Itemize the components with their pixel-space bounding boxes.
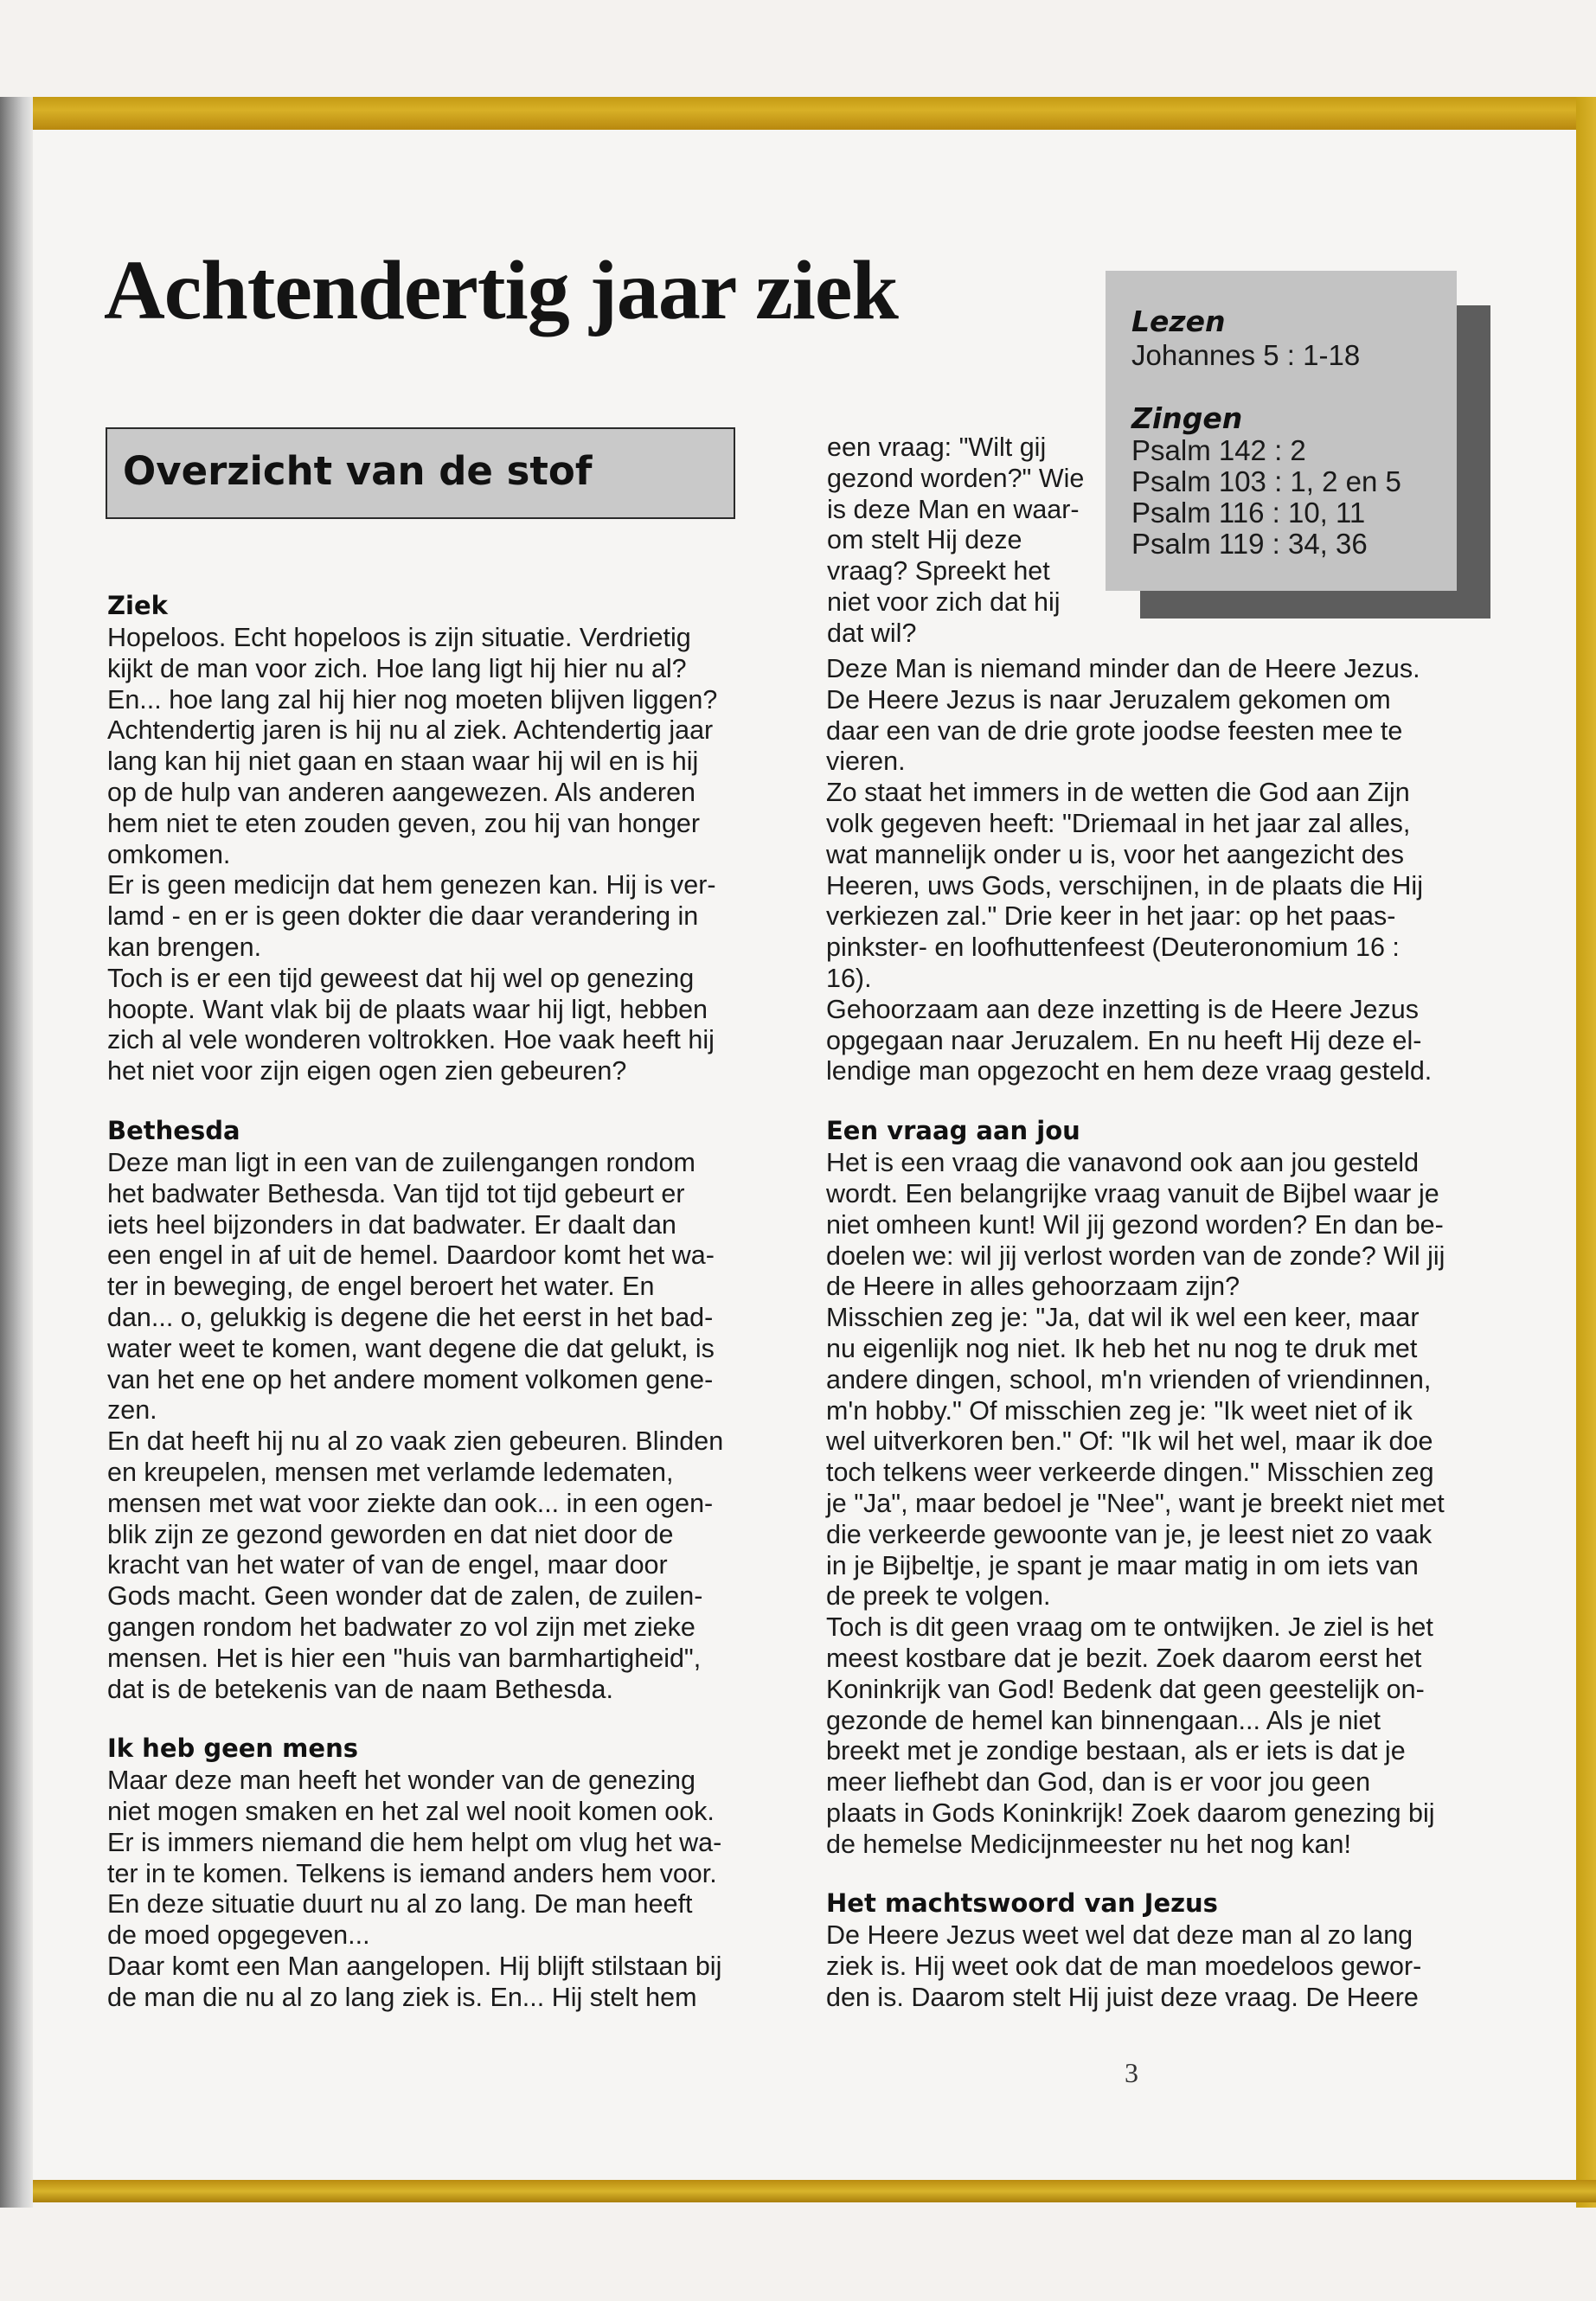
text-line: ziek is. Hij weet ook dat de man moedeloos gewor-: [826, 1952, 1422, 1982]
text-line: kracht van het water of van de engel, maar door: [107, 1550, 668, 1580]
sidebar-read-ref: Johannes 5 : 1-18: [1131, 339, 1361, 371]
section-gap: [826, 1860, 1445, 1886]
text-line: toch telkens weer verkeerde dingen." Misschien zeg: [826, 1458, 1434, 1488]
text-line: Gods macht. Geen wonder dat de zalen, de zuilen-: [107, 1581, 703, 1612]
text-line: gangen rondom het badwater zo vol zijn met zieke: [107, 1612, 695, 1642]
text-line: Achtendertig jaren is hij nu al ziek. Achtendertig jaar: [107, 715, 714, 746]
text-line: De Heere Jezus is naar Jeruzalem gekomen om: [826, 684, 1391, 715]
text-line: een vraag: "Wilt gij: [827, 433, 1047, 462]
text-line: iets heel bijzonders in dat badwater. Er daalt dan: [107, 1209, 676, 1240]
sidebar-psalm: Psalm 142 : 2: [1131, 434, 1306, 466]
right-column-intro: [827, 433, 1084, 650]
text-line: hoopte. Want vlak bij de plaats waar hij ligt, hebben: [107, 994, 708, 1024]
text-line: de preek te volgen.: [826, 1581, 1051, 1612]
sidebar-psalm: Psalm 119 : 34, 36: [1131, 528, 1368, 560]
sidebar-read-heading: Lezen: [1131, 304, 1226, 338]
text-line: En deze situatie duurt nu al zo lang. De man heeft: [107, 1889, 693, 1920]
overview-heading-box: [106, 427, 735, 519]
page-number: 3: [1125, 2057, 1138, 2088]
text-line: wel uitverkoren ben." Of: "Ik wil het wel, maar ik doe: [826, 1426, 1433, 1457]
text-line: omkomen.: [107, 839, 231, 869]
text-line: gezond worden?" Wie: [827, 463, 1085, 493]
text-line: ter in beweging, de engel beroert het water. En: [107, 1272, 655, 1302]
text-line: zen.: [107, 1395, 157, 1426]
text-line: die verkeerde gewoonte van je, je leest niet zo vaak: [826, 1519, 1433, 1549]
text-line: opgegaan naar Jeruzalem. En nu heeft Hij deze el-: [826, 1025, 1422, 1055]
section-heading: Het machtswoord van Jezus: [826, 1888, 1218, 1919]
section-gap: [107, 1705, 723, 1731]
text-line: Hopeloos. Echt hopeloos is zijn situatie. Verdrietig: [107, 623, 691, 652]
text-line: Deze Man is niemand minder dan de Heere Jezus.: [826, 654, 1420, 683]
sidebar-psalm: Psalm 116 : 10, 11: [1131, 497, 1366, 529]
right-column: [826, 654, 1445, 2014]
text-line: het badwater Bethesda. Van tijd tot tijd gebeurt er: [107, 1178, 685, 1208]
text-line: de hemelse Medicijnmeester nu het nog kan!: [826, 1829, 1351, 1859]
text-line: om stelt Hij deze: [827, 525, 1022, 555]
text-line: nu eigenlijk nog niet. Ik heb het nu nog te druk met: [826, 1333, 1418, 1363]
text-line: water weet te komen, want degene die dat gelukt, is: [107, 1333, 715, 1363]
text-line: Koninkrijk van God! Bedenk dat geen geestelijk on-: [826, 1674, 1425, 1704]
text-line: meer liefhebt dan God, dan is er voor jou geen: [826, 1767, 1371, 1798]
section-heading: Een vraag aan jou: [826, 1116, 1080, 1146]
text-line: wat mannelijk onder u is, voor het aangezicht des: [826, 839, 1404, 869]
text-line: in je Bijbeltje, je spant je maar matig in om iets van: [826, 1550, 1419, 1580]
text-line: Toch is dit geen vraag om te ontwijken. Je ziel is het: [826, 1612, 1433, 1643]
text-line: lendige man opgezocht en hem deze vraag gesteld.: [826, 1056, 1433, 1086]
text-line: dat wil?: [827, 618, 917, 648]
text-line: vieren.: [826, 747, 906, 777]
section-heading: Ziek: [107, 591, 168, 620]
text-line: een engel in af uit de hemel. Daardoor komt het wa-: [107, 1240, 715, 1271]
book-binding-bottom: [33, 2180, 1596, 2202]
text-line: En dat heeft hij nu al zo vaak zien gebeuren. Blinden: [107, 1426, 724, 1457]
text-line: niet omheen kunt! Wil jij gezond worden? En dan be-: [826, 1209, 1444, 1240]
text-line: volk gegeven heeft: "Driemaal in het jaar zal alles,: [826, 808, 1411, 838]
text-line: meest kostbare dat je bezit. Zoek daarom eerst het: [826, 1643, 1422, 1673]
text-line: kijkt de man voor zich. Hoe lang ligt hij hier nu al?: [107, 653, 687, 683]
text-line: van het ene op het andere moment volkomen gene-: [107, 1364, 714, 1394]
text-line: 16).: [826, 963, 872, 993]
text-line: pinkster- en loofhuttenfeest (Deuteronomium 16 :: [826, 933, 1400, 963]
text-line: hem niet te eten zouden geven, zou hij van honger: [107, 808, 701, 838]
text-line: zich al vele wonderen voltrokken. Hoe vaak heeft hij: [107, 1025, 715, 1055]
text-line: mensen met wat voor ziekte dan ook... in een ogen-: [107, 1488, 714, 1518]
text-line: Gehoorzaam aan deze inzetting is de Heere Jezus: [826, 994, 1419, 1024]
text-line: verkiezen zal." Drie keer in het jaar: op het paas-: [826, 901, 1396, 932]
text-line: daar een van de drie grote joodse feesten mee te: [826, 715, 1403, 746]
text-line: gezonde de hemel kan binnengaan... Als je niet: [826, 1705, 1381, 1735]
text-line: De Heere Jezus weet wel dat deze man al zo lang: [826, 1920, 1413, 1951]
text-line: Er is immers niemand die hem helpt om vlug het wa-: [107, 1827, 722, 1857]
sidebar-psalm: Psalm 103 : 1, 2 en 5: [1131, 465, 1401, 497]
text-line: blik zijn ze gezond geworden en dat niet door de: [107, 1519, 674, 1549]
text-line: Toch is er een tijd geweest dat hij wel op genezing: [107, 963, 695, 993]
text-line: Misschien zeg je: "Ja, dat wil ik wel een keer, maar: [826, 1303, 1420, 1333]
text-line: andere dingen, school, m'n vrienden of vriendinnen,: [826, 1364, 1432, 1394]
page-title: Achtendertig jaar ziek: [104, 244, 898, 337]
text-line: Het is een vraag die vanavond ook aan jou gesteld: [826, 1148, 1420, 1178]
text-line: de Heere in alles gehoorzaam zijn?: [826, 1272, 1240, 1302]
text-line: lamd - en er is geen dokter die daar verandering in: [107, 901, 699, 932]
text-line: de moed opgegeven...: [107, 1920, 370, 1951]
text-line: je "Ja", maar bedoel je "Nee", want je breekt niet met: [826, 1488, 1445, 1518]
text-line: den is. Daarom stelt Hij juist deze vraag. De Heere: [826, 1983, 1419, 2013]
text-line: is deze Man en waar-: [827, 494, 1080, 524]
text-line: niet mogen smaken en het zal wel nooit komen ook.: [107, 1797, 715, 1827]
text-line: vraag? Spreekt het: [827, 556, 1050, 586]
text-line: doelen we: wil jij verlost worden van de zonde? Wil jij: [826, 1240, 1445, 1271]
text-line: Er is geen medicijn dat hem genezen kan. Hij is ver-: [107, 870, 716, 901]
text-line: niet voor zich dat hij: [827, 586, 1061, 617]
text-line: dan... o, gelukkig is degene die het eerst in het bad-: [107, 1302, 714, 1332]
section-gap: [107, 1087, 723, 1113]
text-line: Maar deze man heeft het wonder van de genezing: [107, 1766, 695, 1796]
book-spine: [0, 97, 33, 2208]
text-line: breekt met je zondige bestaan, als er iets is dat je: [826, 1736, 1406, 1766]
section-heading: Ik heb geen mens: [107, 1734, 358, 1764]
text-line: Zo staat het immers in de wetten die God aan Zijn: [826, 778, 1410, 808]
text-line: wordt. Een belangrijke vraag vanuit de Bijbel waar je: [826, 1178, 1439, 1208]
text-line: Deze man ligt in een van de zuilengangen rondom: [107, 1147, 695, 1177]
text-line: m'n hobby." Of misschien zeg je: "Ik weet niet of ik: [826, 1395, 1413, 1426]
text-line: plaats in Gods Koninkrijk! Zoek daarom genezing bij: [826, 1798, 1435, 1828]
text-line: lang kan hij niet gaan en staan waar hij wil en is hij: [107, 747, 699, 777]
left-column: [107, 588, 723, 2014]
section-gap: [826, 1087, 1445, 1113]
text-line: de man die nu al zo lang ziek is. En... Hij stelt hem: [107, 1982, 697, 2012]
text-line: En... hoe lang zal hij hier nog moeten blijven liggen?: [107, 684, 718, 715]
text-line: dat is de betekenis van de naam Bethesda.: [107, 1674, 613, 1704]
text-line: het niet voor zijn eigen ogen zien gebeuren?: [107, 1056, 627, 1086]
text-line: Heeren, uws Gods, verschijnen, in de plaats die Hij: [826, 870, 1423, 901]
text-line: mensen. Het is hier een "huis van barmhartigheid",: [107, 1643, 702, 1673]
text-line: ter in te komen. Telkens is iemand anders hem voor.: [107, 1858, 717, 1888]
sidebar-sing-heading: Zingen: [1131, 401, 1243, 435]
text-line: Daar komt een Man aangelopen. Hij blijft stilstaan bij: [107, 1952, 722, 1982]
text-line: op de hulp van anderen aangewezen. Als anderen: [107, 777, 696, 807]
text-line: kan brengen.: [107, 932, 262, 962]
overview-heading: Overzicht van de stof: [123, 448, 593, 494]
book-binding-right: [1576, 97, 1596, 2208]
book-binding-top: [0, 97, 1596, 130]
text-line: en kreupelen, mensen met verlamde ledematen,: [107, 1457, 674, 1487]
section-heading: Bethesda: [107, 1115, 240, 1145]
